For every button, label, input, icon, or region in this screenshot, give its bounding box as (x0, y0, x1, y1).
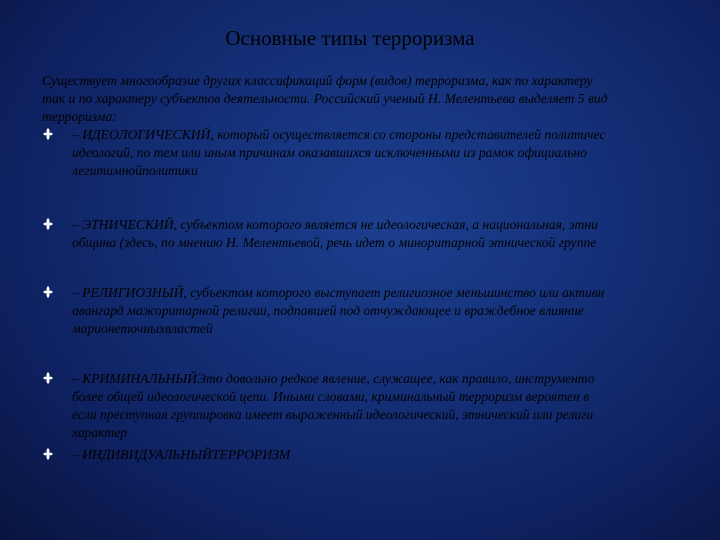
four-leaf-bullet-icon (42, 447, 54, 461)
intro-line: так и по характеру субъектов деятельности. Российский ученый Н. Мелентьева выделяет 5 вид (42, 91, 608, 106)
bullet-line: характер (72, 425, 128, 440)
bullet-line: идеологий, по тем или иным причинам оказавшихся исключенными из рамок официально (72, 145, 587, 160)
bullet-line: – РЕЛИГИОЗНЫЙ, субъектом которого выступает религиозное меньшинство или активн (72, 285, 605, 300)
bullet-line: – КРИМИНАЛЬНЫЙЭто довольно редкое явление, служащее, как правило, инструменто (72, 371, 595, 386)
bullet-line: если преступная группировка имеет выраженный идеологический, этнический или религи (72, 407, 594, 422)
bullet-line: марионеточныхвластей (72, 321, 213, 336)
bullet-line: община (здесь, по мнению Н. Мелентьевой, речь идет о миноритарной этнической группе (72, 235, 597, 250)
intro-line: Существует многообразие других классификаций форм (видов) терроризма, как по характеру (42, 73, 593, 88)
bullet-line: – ИНДИВИДУАЛЬНЫЙТЕРРОРИЗМ (72, 447, 291, 462)
bullet-line: – ЭТНИЧЕСКИЙ, субъектом которого является не идеологическая, а национальная, этни (72, 217, 598, 232)
bullet-line: более общей идеологической цепи. Иными словами, криминальный терроризм вероятен в (72, 389, 590, 404)
four-leaf-bullet-icon (42, 371, 54, 385)
four-leaf-bullet-icon (42, 285, 54, 299)
intro-paragraph (42, 72, 720, 126)
bullet-line: – ИДЕОЛОГИЧЕСКИЙ, который осуществляется со стороны представителей политичес (72, 127, 606, 142)
four-leaf-bullet-icon (42, 127, 54, 141)
bullet-line: авангард мажоритарной религии, подпавшей под отчуждающее и враждебное влияние (72, 303, 584, 318)
four-leaf-bullet-icon (42, 217, 54, 231)
intro-line: терроризма: (42, 109, 117, 124)
bullet-line: легитимнойполитики (72, 163, 198, 178)
slide-title: Основные типы терроризма (225, 26, 475, 50)
